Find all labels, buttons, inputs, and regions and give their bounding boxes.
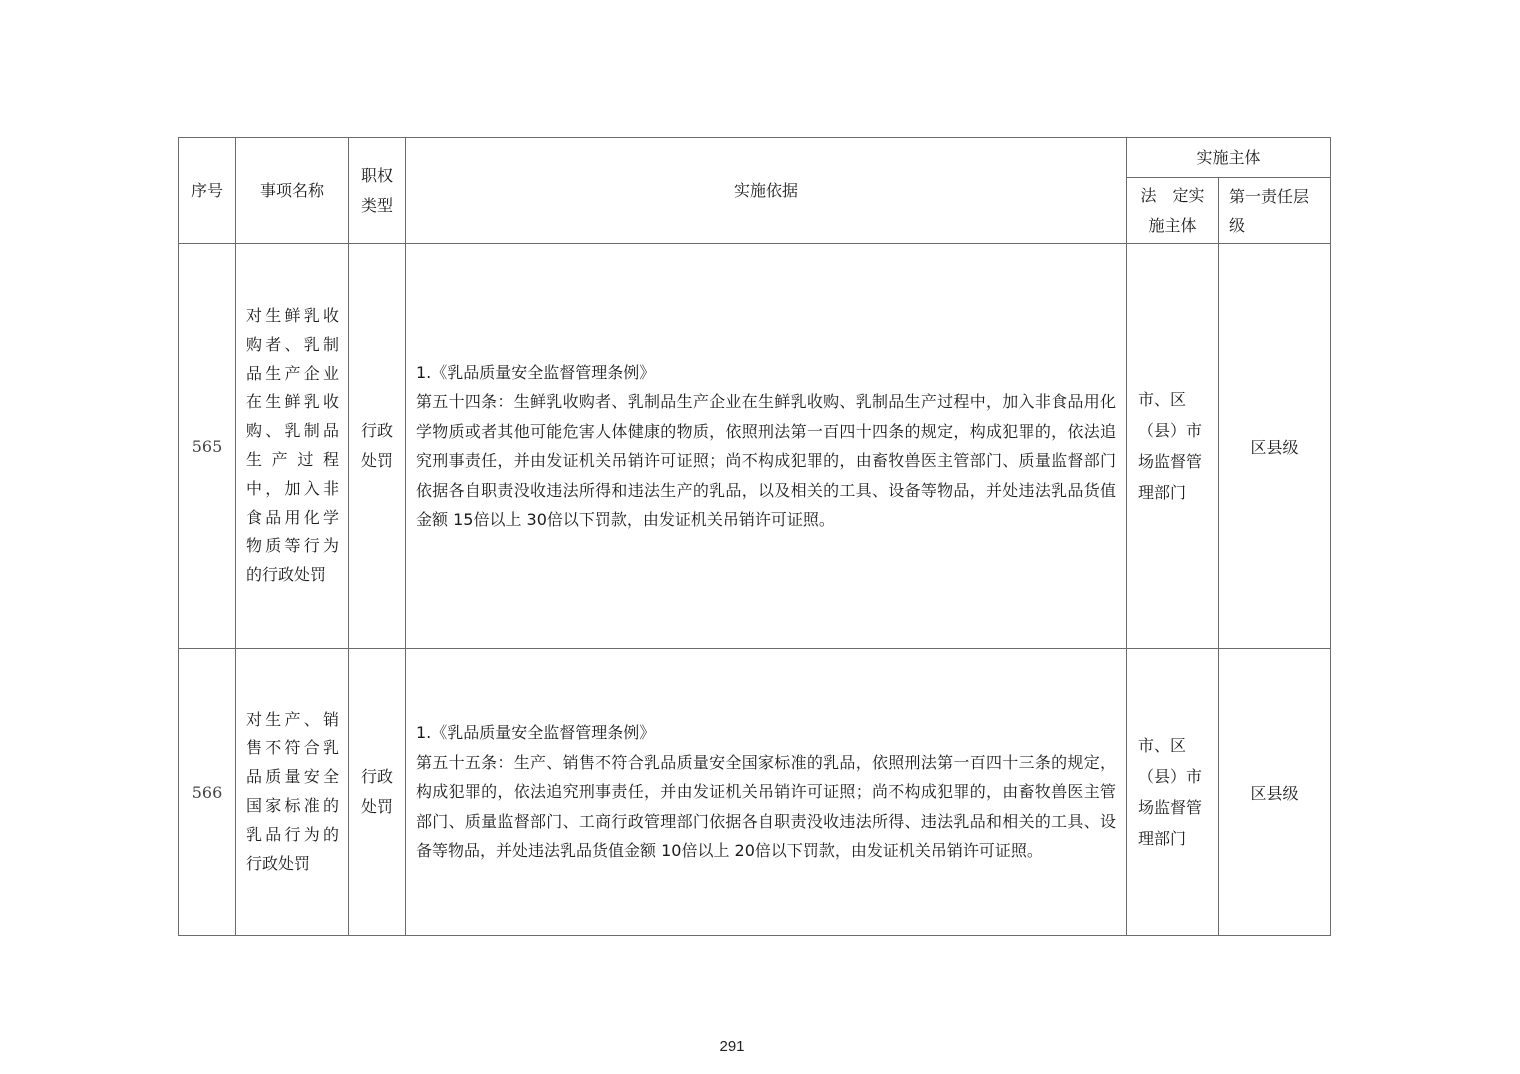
row-basis <box>406 244 1127 649</box>
basis-title: 1.《乳品质量安全监督管理条例》 <box>416 362 656 382</box>
header-item-name: 事项名称 <box>236 138 349 244</box>
header-subject-group: 实施主体 <box>1127 138 1331 178</box>
row-legal-subject: 市、区（县）市场监督管理部门 <box>1127 244 1219 649</box>
row-power-type: 行政处罚 <box>349 649 406 936</box>
row-power-type: 行政处罚 <box>349 244 406 649</box>
table-row <box>179 244 1331 649</box>
basis-text: 第五十四条：生鲜乳收购者、乳制品生产企业在生鲜乳收购、乳制品生产过程中，加入非食品用化学物质或者其他可能危害人体健康的物质，依照刑法第一百四十四条的规定，构成犯罪的，依法追究刑事责任，并由发证机关吊销许可证照；尚不构成犯罪的，由畜牧兽医主管部门、质量监督部门依据各自职责没收违法所得和违法生产的乳品，以及相关的工具、设备等物品，并处违法乳品货值金额 15倍以上 30倍以下罚款，由发证机关吊销许可证照。 <box>416 392 1116 529</box>
enforcement-items-table <box>178 137 1331 936</box>
header-basis: 实施依据 <box>406 138 1127 244</box>
row-item-name: 对生产、销售不符合乳品质量安全国家标准的乳品行为的行政处罚 <box>236 649 349 936</box>
header-legal-subject: 法 定实施主体 <box>1127 178 1219 244</box>
row-item-name: 对生鲜乳收购者、乳制品生产企业在生鲜乳收购、乳制品生产过程中，加入非食品用化学物质等行为的行政处罚 <box>236 244 349 649</box>
row-legal-subject: 市、区（县）市场监督管理部门 <box>1127 649 1219 936</box>
page-number: 291 <box>719 1038 745 1055</box>
header-power-type: 职权类型 <box>349 138 406 244</box>
header-first-level: 第一责任层级 <box>1219 178 1331 244</box>
row-index: 566 <box>179 649 236 936</box>
basis-title: 1.《乳品质量安全监督管理条例》 <box>416 723 656 743</box>
row-basis <box>406 649 1127 936</box>
basis-text: 第五十五条：生产、销售不符合乳品质量安全国家标准的乳品，依照刑法第一百四十三条的规定，构成犯罪的，依法追究刑事责任，并由发证机关吊销许可证照；尚不构成犯罪的，由畜牧兽医主管部门、质量监督部门、工商行政管理部门依据各自职责没收违法所得、违法乳品和相关的工具、设备等物品，并处违法乳品货值金额 10倍以上 20倍以下罚款，由发证机关吊销许可证照。 <box>416 752 1116 861</box>
row-first-level: 区县级 <box>1219 649 1331 936</box>
row-first-level: 区县级 <box>1219 244 1331 649</box>
row-index: 565 <box>179 244 236 649</box>
header-index: 序号 <box>179 138 236 244</box>
table-row <box>179 649 1331 936</box>
